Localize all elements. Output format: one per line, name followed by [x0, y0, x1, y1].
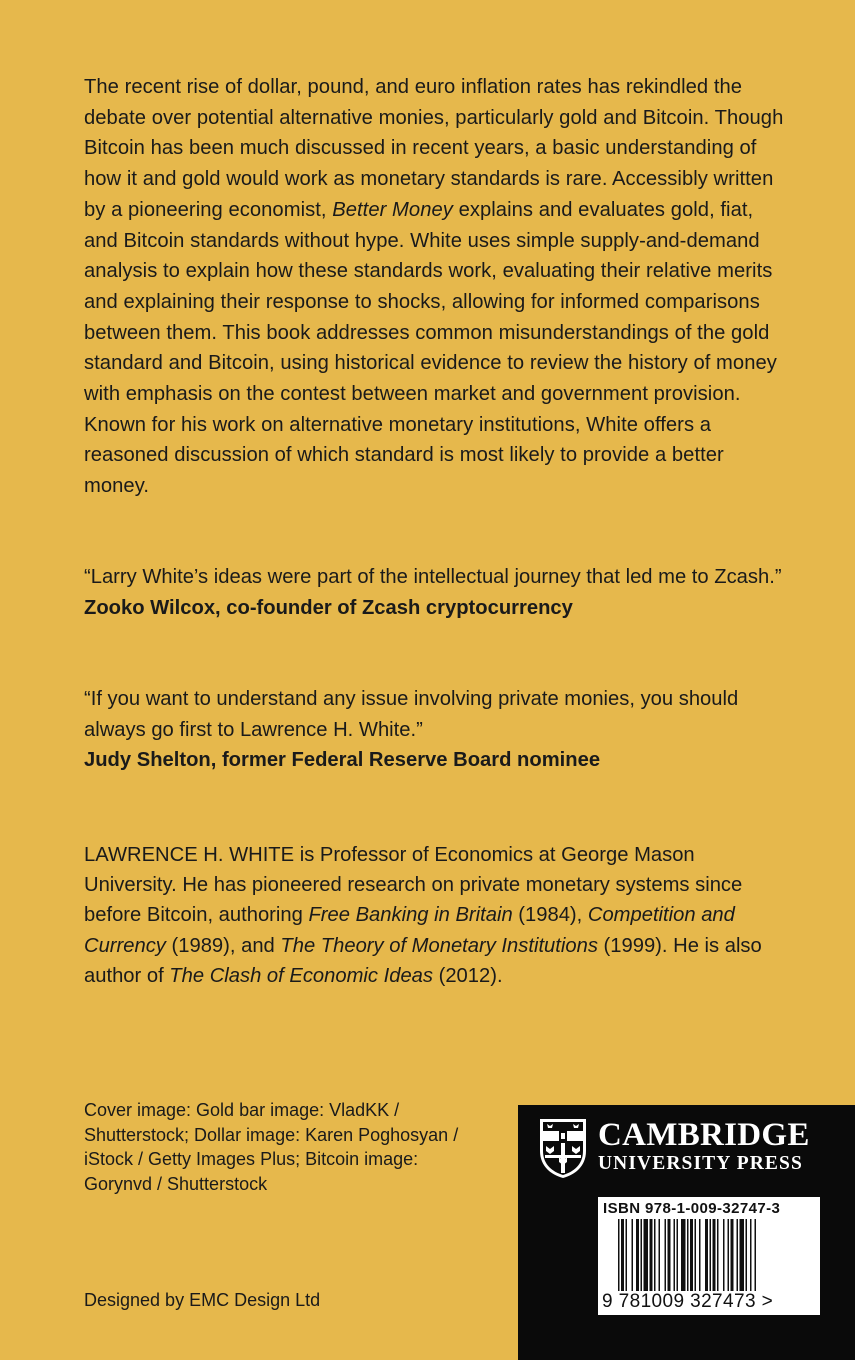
- bio-book-title: The Theory of Monetary Institutions: [280, 934, 598, 957]
- endorsement-quote: “If you want to understand any issue involving private monies, you should always go first to Lawrence H. White.”: [84, 688, 739, 741]
- endorsement-2: [84, 684, 784, 776]
- endorsement-1: [84, 562, 784, 623]
- endorsement-quote: “Larry White’s ideas were part of the intellectual journey that led me to Zcash.”: [84, 566, 782, 588]
- publisher-logo: [538, 1117, 810, 1179]
- bio-book-title: Competition and Currency: [84, 904, 735, 957]
- isbn-label: ISBN 978-1-009-32747-3: [603, 1200, 781, 1217]
- bio-book-title: Free Banking in Britain: [308, 904, 513, 927]
- publisher-name-line2: UNIVERSITY PRESS: [598, 1153, 803, 1174]
- crest-icon: [538, 1117, 588, 1179]
- bio-text: (1999). He is also author of: [84, 934, 762, 987]
- publisher-block: [518, 1105, 855, 1360]
- description-text-cont: explains and evaluates gold, fiat, and Bitcoin standards without hype. White uses simple supply-and-demand analysis to explain how these standards work, evaluating their relative merits and explaining their response to shocks, allowing for informed comparisons between them. This book addresses common misunderstandings of the gold standard and Bitcoin, using historical evidence to review the history of money with emphasis on the contest between market and government provision. Known for his work on alternative monetary institutions, White offers a reasoned discussion of which standard is most likely to provide a better money.: [84, 198, 777, 498]
- description-paragraph: [84, 72, 784, 502]
- endorsement-attribution: Judy Shelton, former Federal Reserve Board nominee: [84, 749, 601, 771]
- publisher-wordmark: [598, 1117, 810, 1175]
- publisher-name-line1: CAMBRIDGE: [598, 1117, 810, 1153]
- description-text: The recent rise of dollar, pound, and euro inflation rates has rekindled the debate over potential alternative monies, particularly gold and Bitcoin. Though Bitcoin has been much discussed in recent years, a basic understanding of how it and gold would work as monetary standards is rare. Accessibly written by a pioneering economist,: [84, 76, 784, 221]
- bio-text: (2012).: [433, 964, 503, 987]
- bio-text: LAWRENCE H. WHITE is Professor of Economics at George Mason University. He has pioneered research on private monetary systems since before Bitcoin, authoring: [84, 844, 743, 927]
- author-bio: [84, 840, 784, 991]
- designer-credit: Designed by EMC Design Ltd: [84, 1290, 321, 1310]
- image-credits: Cover image: Gold bar image: VladKK / Shutterstock; Dollar image: Karen Poghosyan / iStock / Getty Images Plus; Bitcoin image: Gorynvd / Shutterstock: [84, 1100, 459, 1194]
- isbn-barcode: [598, 1197, 820, 1315]
- bio-text: (1984),: [512, 904, 588, 927]
- bio-text: (1989), and: [165, 934, 281, 957]
- endorsement-attribution: Zooko Wilcox, co-founder of Zcash cryptocurrency: [84, 596, 573, 619]
- isbn-digits: 9 781009 327473 >: [602, 1291, 774, 1312]
- bio-book-title: The Clash of Economic Ideas: [169, 964, 433, 987]
- barcode-icon: [618, 1219, 808, 1291]
- book-title: Better Money: [332, 198, 453, 221]
- author-bio-paragraph: [84, 840, 784, 991]
- book-description: [84, 72, 784, 502]
